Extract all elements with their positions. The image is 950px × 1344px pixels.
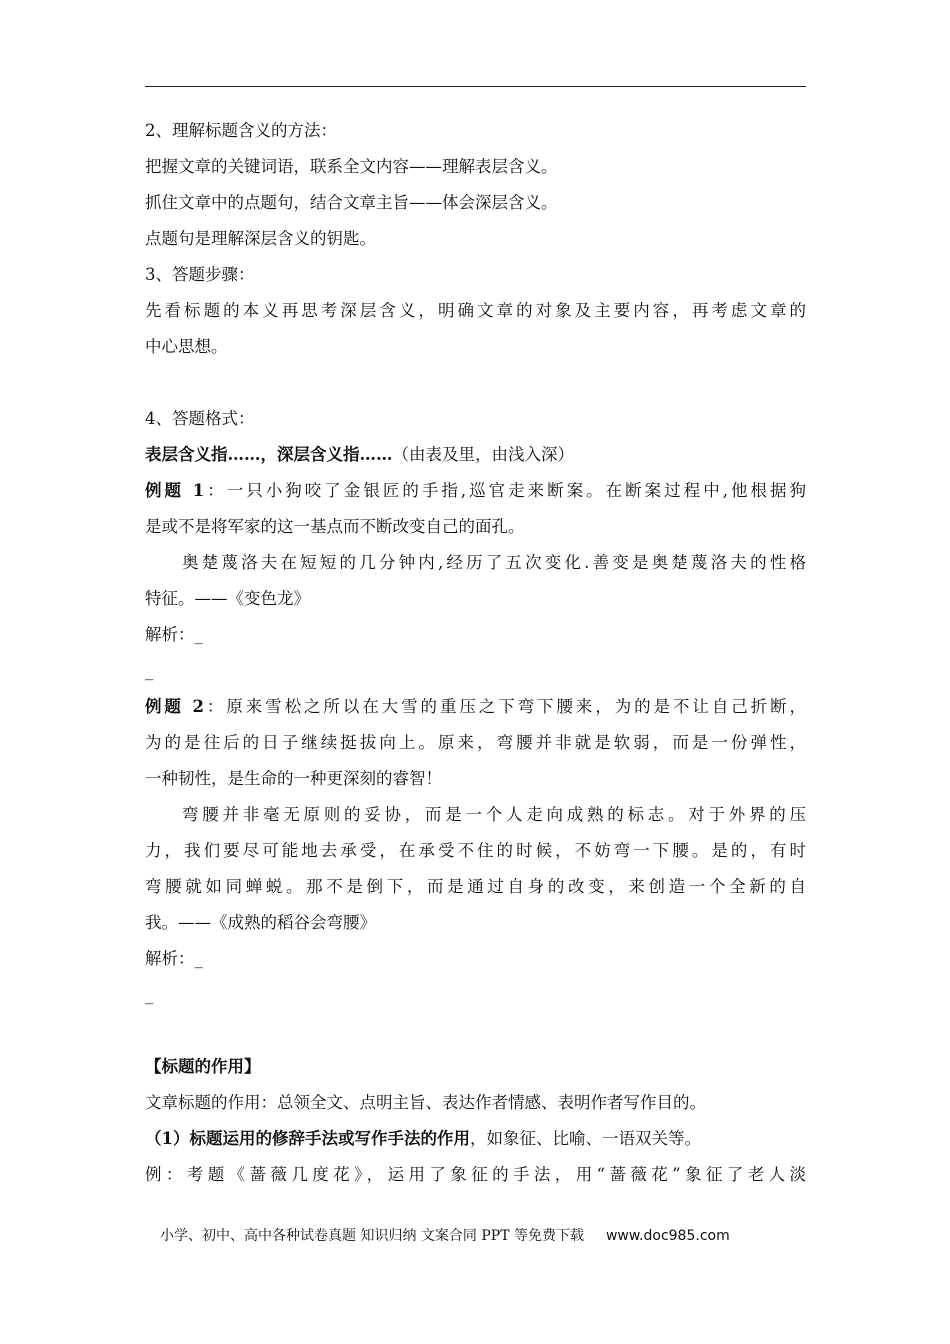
example1-line-3: 奥楚蔑洛夫在短短的几分钟内,经历了五次变化.善变是奥楚蔑洛夫的性格 — [182, 553, 806, 572]
method-line-2: 抓住文章中的点题句，结合文章主旨——体会深层含义。 — [145, 193, 558, 212]
title-function-line-1: 文章标题的作用：总领全文、点明主旨、表达作者情感、表明作者写作目的。 — [145, 1093, 706, 1112]
format-bold: 表层含义指……，深层含义指…… — [145, 445, 393, 464]
example2-line-6: 弯腰就如同蝉蜕。那不是倒下，而是通过自身的改变，来创造一个全新的自 — [145, 877, 806, 896]
example1-underscore: _ — [145, 661, 154, 680]
example2-line-1 — [145, 689, 806, 725]
format-note: （由表及里，由浅入深） — [392, 445, 574, 464]
example1-label: 例题 1 — [145, 481, 205, 500]
example1-analysis: 解析：_ — [145, 625, 203, 644]
header-rule — [145, 86, 806, 87]
example1-text-1: ：一只小狗咬了金银匠的手指,巡官走来断案。在断案过程中,他根据狗 — [204, 481, 806, 500]
title-function-heading-text: 【标题的作用】 — [145, 1057, 261, 1076]
blank-line — [145, 365, 806, 401]
title-function-example: 例：考题《蔷薇几度花》，运用了象征的手法，用“蔷薇花”象征了老人淡 — [145, 1165, 806, 1184]
footer-text: 小学、初中、高中各种试卷真题 知识归纳 文案合同 PPT 等免费下载 — [160, 1228, 584, 1244]
title-function-heading — [145, 1049, 806, 1085]
example2-line-5: 力，我们要尽可能地去承受，在承受不住的时候，不妨弯一下腰。是的，有时 — [145, 841, 806, 860]
method-line-3: 点题句是理解深层含义的钥匙。 — [145, 229, 376, 248]
point1-rest: ，如象征、比喻、一语双关等。 — [469, 1129, 701, 1148]
example2-line-2: 为的是往后的日子继续挺拔向上。原来，弯腰并非就是软弱，而是一份弹性， — [145, 733, 806, 752]
example2-analysis: 解析：_ — [145, 949, 203, 968]
document-body — [145, 113, 806, 1193]
example2-text-1: ：原来雪松之所以在大雪的重压之下弯下腰来，为的是不让自己折断， — [203, 697, 806, 716]
example2-underscore: _ — [145, 985, 154, 1004]
format-line — [145, 437, 806, 473]
method-heading: 2、理解标题含义的方法： — [145, 121, 337, 140]
example1-line-2: 是或不是将军家的这一基点而不断改变自己的面孔。 — [145, 517, 525, 536]
page-footer — [160, 1226, 820, 1246]
format-heading: 4、答题格式： — [145, 409, 255, 428]
example1-line-1 — [145, 473, 806, 509]
steps-line-1: 先看标题的本义再思考深层含义，明确文章的对象及主要内容，再考虑文章的 — [145, 301, 806, 320]
steps-heading: 3、答题步骤： — [145, 265, 255, 284]
method-line-1: 把握文章的关键词语，联系全文内容——理解表层含义。 — [145, 157, 558, 176]
example1-line-4: 特征。——《变色龙》 — [145, 589, 310, 608]
example2-line-7: 我。——《成熟的稻谷会弯腰》 — [145, 913, 376, 932]
footer-url[interactable]: www.doc985.com — [605, 1228, 730, 1244]
blank-line — [145, 1013, 806, 1049]
example2-line-3: 一种韧性，是生命的一种更深刻的睿智！ — [145, 769, 442, 788]
title-function-point-1 — [145, 1121, 806, 1157]
steps-line-2: 中心思想。 — [145, 337, 228, 356]
example2-line-4: 弯腰并非毫无原则的妥协，而是一个人走向成熟的标志。对于外界的压 — [182, 805, 806, 824]
point1-bold: （1）标题运用的修辞手法或写作手法的作用 — [145, 1129, 470, 1148]
example2-label: 例题 2 — [145, 697, 204, 716]
